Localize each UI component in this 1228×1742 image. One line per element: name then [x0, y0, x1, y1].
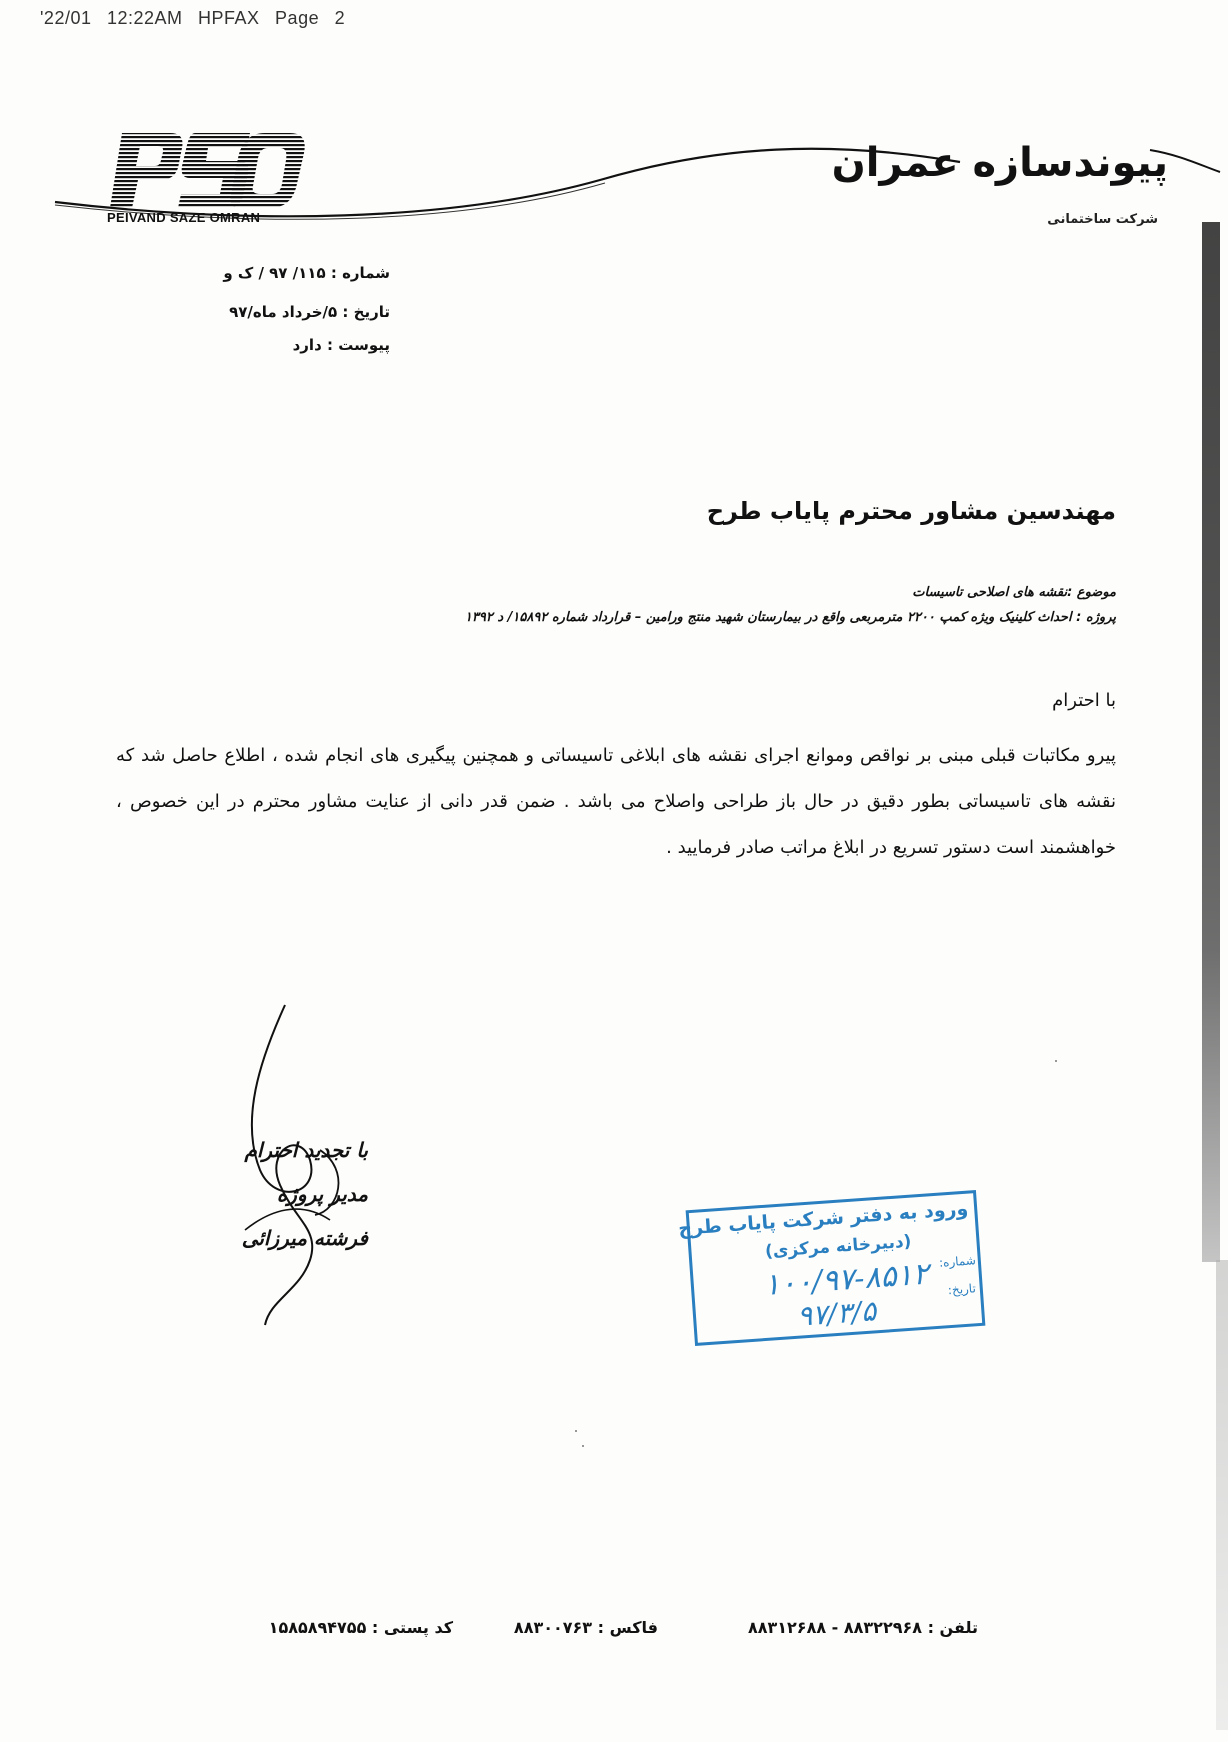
addressee: مهندسین مشاور محترم پایاب طرح [706, 497, 1116, 525]
signatory-role: مدیر پروژه [276, 1182, 368, 1206]
letter-date: تاریخ : ۵/خرداد ماه/۹۷ [229, 303, 390, 321]
company-type: شرکت ساختمانی [1047, 212, 1158, 227]
logo-caption: PEIVAND SAZE OMRAN [107, 210, 261, 225]
scan-speck [575, 1430, 577, 1432]
stamp-date: ۹۷/۳/۵ [796, 1294, 878, 1333]
signature-closing: با تجدید احترام [244, 1138, 368, 1162]
signatory-name: فرشته میرزائی [241, 1226, 368, 1250]
fax-header: '22/01 12:22AM HPFAX Page 2 [40, 8, 346, 28]
letter-number: شماره : ۱۱۵/ ۹۷ / ک و [223, 264, 390, 282]
letter-attachment: پیوست : دارد [292, 336, 390, 354]
scan-speck [582, 1445, 584, 1447]
receipt-stamp [677, 1190, 986, 1346]
scan-edge-lower [1216, 1260, 1228, 1730]
persian-logo-text: پیوندسازه عمران [831, 140, 1168, 186]
footer-fax: فاکس : ۸۸۳۰۰۷۶۳ [513, 1618, 658, 1637]
psd-logo-icon [100, 128, 310, 223]
scan-speck [1055, 1060, 1057, 1062]
subject-line: موضوع :نقشه های اصلاحی تاسیسات [912, 585, 1116, 600]
footer-phone: تلفن : ۸۸۳۲۲۹۶۸ - ۸۸۳۱۲۶۸۸ [747, 1618, 978, 1637]
stamp-title: ورود به دفتر شرکت پایاب طرح [677, 1197, 969, 1240]
project-line: پروژه : احداث کلینیک ویژه کمپ ۲۲۰۰ مترمربعی واقع در بیمارستان شهید منتج ورامین – قرارداد شماره ۱۵۸۹۲/ د ۱۳۹۲ [464, 610, 1116, 625]
footer-postal-code: کد پستی : ۱۵۸۵۸۹۴۷۵۵ [268, 1618, 453, 1637]
stamp-number: ۱۰۰/۹۷-۸۵۱۲ [762, 1256, 930, 1304]
scan-edge [1202, 222, 1220, 1262]
stamp-subtitle: (دبیرخانه مرکزی) [764, 1231, 913, 1262]
signature-block [242, 1128, 368, 1260]
salutation: با احترام [1052, 690, 1116, 711]
stamp-date-label: تاریخ: [947, 1281, 977, 1298]
letter-body: پیرو مکاتبات قبلی مبنی بر نواقص وموانع اجرای نقشه های ابلاغی تاسیساتی و همچنین پیگیری های انجام شده ، اطلاع حاصل شد که نقشه های تاسیساتی بطور دقیق در حال باز طراحی واصلاح می باشد . ضمن قدر دانی از عنایت مشاور محترم در این خصوص ، خواهشمند است دستور تسریع در ابلاغ مراتب صادر فرمایید . [116, 745, 1116, 858]
stamp-number-label: شماره: [938, 1253, 977, 1270]
